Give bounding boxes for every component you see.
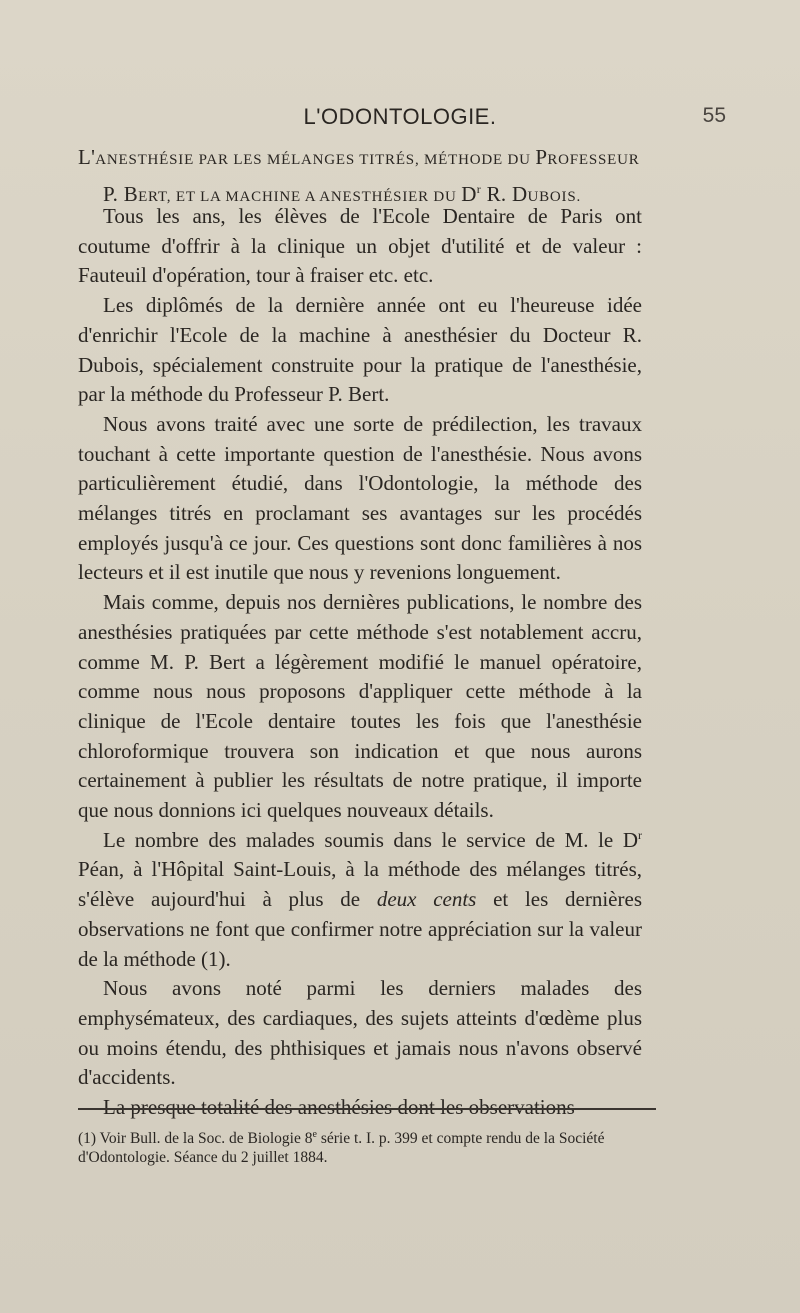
paragraph-4: Mais comme, depuis nos dernières publications, le nombre des anesthésies pratiquées par cette méthode s'est notablement accru, comme M. P. Bert a légèrement modifié le manuel opératoire, comme nous nous proposons d'appliquer cette méthode à la clinique de l'Ecole dentaire toutes les fois que l'anesthésie chloroformique trouvera son indication et que nous aurons certainement à publier les résultats de notre pratique, il importe que nous donnions ici quelques nouveaux détails.	[78, 590, 642, 823]
paragraph-6: Nous avons noté parmi les derniers malades des emphysémateux, des cardiaques, des sujets atteints d'œdème plus ou moins étendu, des phthisiques et jamais nous n'avons observé d'accidents.	[78, 976, 642, 1090]
section-heading-line-1: L'ANESTHÉSIE PAR LES MÉLANGES TITRÉS, MÉTHODE DU PROFESSEUR	[78, 145, 640, 169]
section-heading-line-2: P. BERT, ET LA MACHINE A ANESTHÉSIER DU $D^r$ R. DUBOIS.	[103, 182, 582, 206]
paragraph-2: Les diplômés de la dernière année ont eu l'heureuse idée d'enrichir l'Ecole de la machine à anesthésier du Docteur R. Dubois, spécialement construite pour la pratique de l'anesthésie, par la méthode du Professeur P. Bert.	[78, 293, 642, 407]
page-number: 55	[702, 104, 726, 127]
paragraph-1: Tous les ans, les élèves de l'Ecole Dentaire de Paris ont coutume d'offrir à la clinique un objet d'utilité et de valeur : Fauteuil d'opération, tour à fraiser etc. etc.	[78, 204, 642, 288]
footnote-rule	[78, 1108, 656, 1110]
paragraph-3: Nous avons traité avec une sorte de prédilection, les travaux touchant à cette importante question de l'anesthésie. Nous avons particulièrement étudié, dans l'Odontologie, la méthode des mélanges titrés en proclamant ses avantages sur les procédés employés jusqu'à ce jour. Ces questions sont donc familières à nos lecteurs et il est inutile que nous y revenions longuement.	[78, 411, 642, 585]
running-header	[0, 104, 800, 134]
paragraph-7: La presque totalité des anesthésies dont les observations	[103, 1095, 575, 1120]
paragraph-5: Le nombre des malades soumis dans le service de M. le $D^r$ Péan, à l'Hôpital Saint-Louis, à la méthode des mélanges titrés, s'élève aujourd'hui à plus de deux cents et les dernières observations ne font que confirmer notre appréciation sur la valeur de la méthode (1).	[78, 827, 642, 971]
footnote: (1) Voir Bull. de la Soc. de Biologie 8e série t. I. p. 399 et compte rendu de la Société d'Odontologie. Séance du 2 juillet 1884.	[78, 1129, 605, 1167]
article-body	[78, 202, 642, 1123]
journal-title: L'ODONTOLOGIE.	[303, 104, 497, 129]
